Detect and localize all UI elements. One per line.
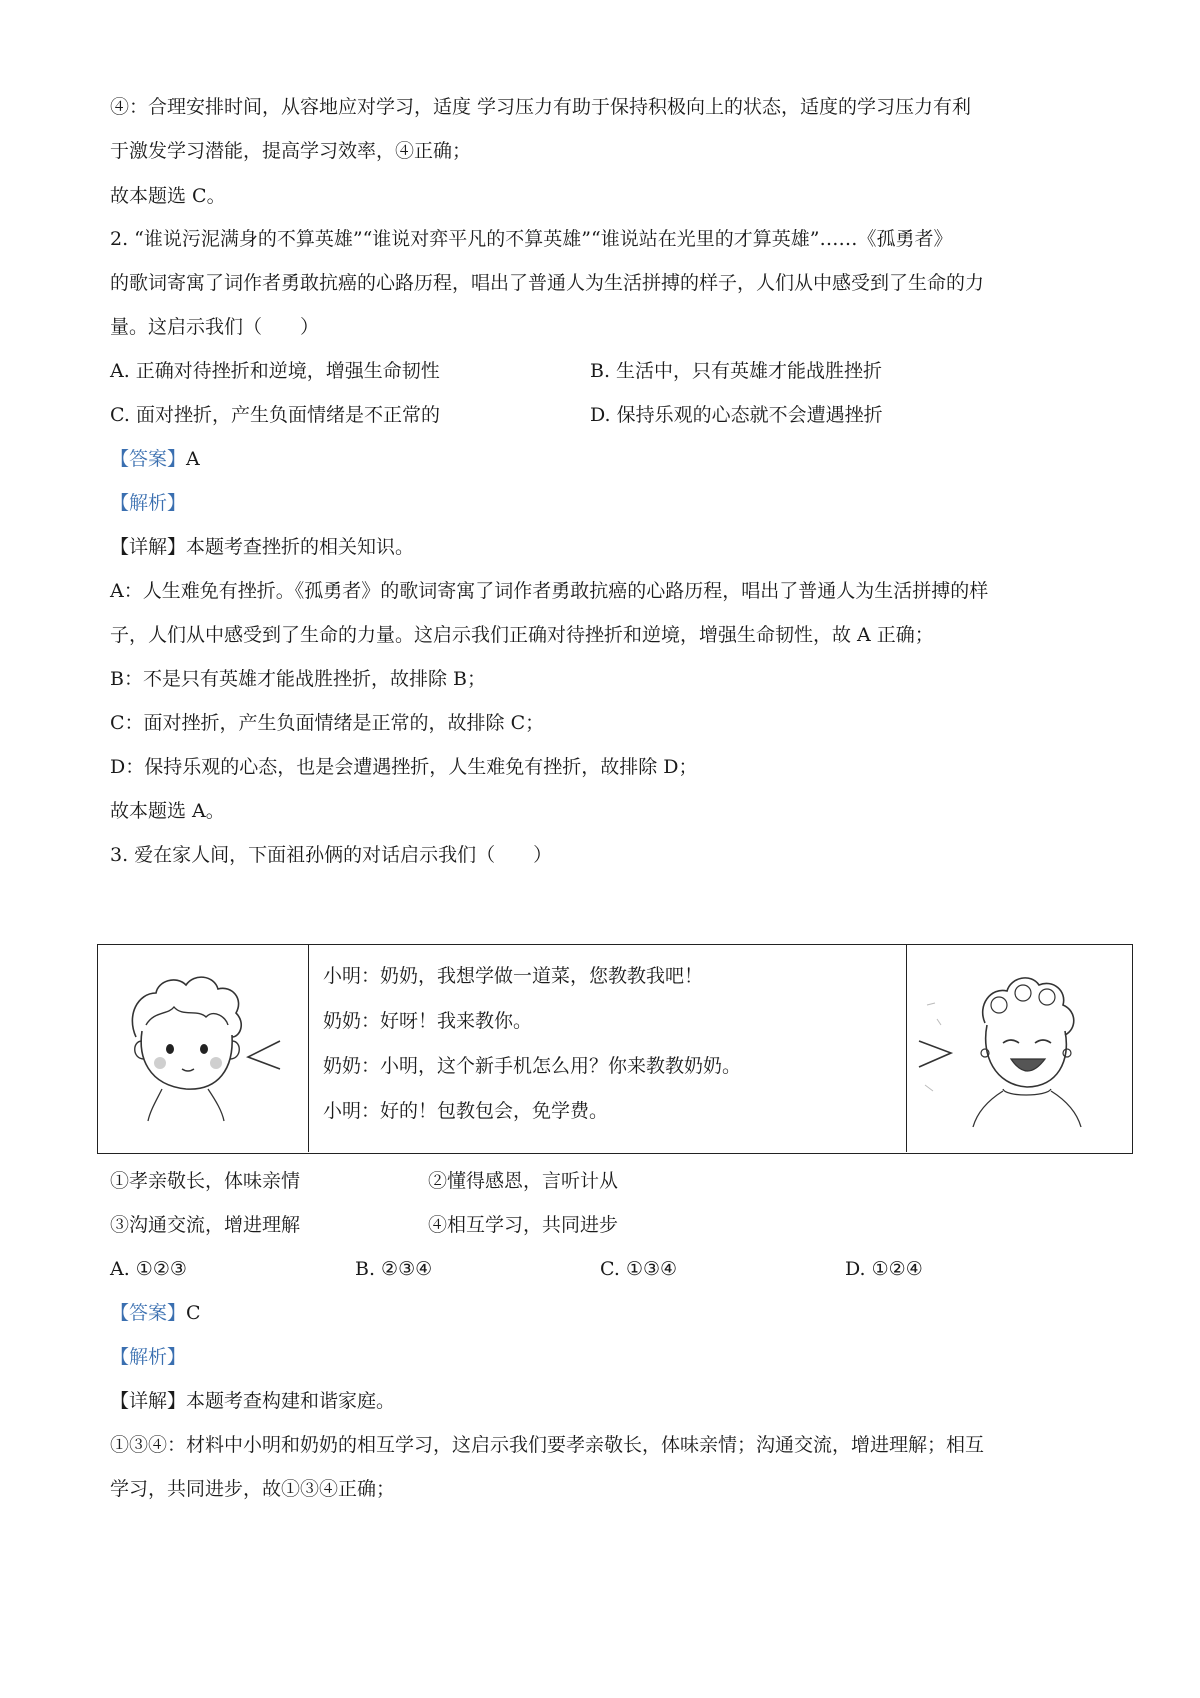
dialog-line: 小明：奶奶，我想学做一道菜，您教教我吧！ — [323, 965, 704, 987]
question-2-stem: 2. “谁说污泥满身的不算英雄”“谁说对弈平凡的不算英雄”“谁说站在光里的才算英雄”……《孤勇者》 — [110, 228, 953, 250]
q3-detail: 【详解】本题考查构建和谐家庭。 — [110, 1390, 396, 1412]
q2-detail: 【详解】本题考查挫折的相关知识。 — [110, 536, 415, 558]
text-line: 故本题选 C。 — [110, 185, 226, 207]
grandma-face-icon — [907, 945, 1131, 1152]
q2-option-a: A. 正确对待挫折和逆境，增强生命韧性 — [110, 360, 440, 382]
question-3-stem: 3. 爱在家人间，下面祖孙俩的对话启示我们（ ） — [110, 844, 553, 866]
q3-statement-3: ③沟通交流，增进理解 — [110, 1214, 301, 1236]
q3-statement-1: ①孝亲敬长，体味亲情 — [110, 1170, 301, 1192]
dialog-line: 奶奶：小明，这个新手机怎么用？你来教教奶奶。 — [323, 1055, 742, 1077]
q3-option-d: D. ①②④ — [845, 1258, 923, 1280]
q3-statement-4: ④相互学习，共同进步 — [428, 1214, 619, 1236]
q2-explanation: A：人生难免有挫折。《孤勇者》的歌词寄寓了词作者勇敢抗癌的心路历程，唱出了普通人为生活拼搏的样 — [110, 580, 989, 602]
dialog-table — [97, 944, 1133, 1154]
q2-option-c: C. 面对挫折，产生负面情绪是不正常的 — [110, 404, 440, 426]
answer-tag: 【答案】 — [110, 1302, 187, 1324]
q2-explanation: B：不是只有英雄才能战胜挫折，故排除 B； — [110, 668, 486, 690]
q2-answer-line — [110, 446, 200, 472]
q3-option-a: A. ①②③ — [110, 1258, 187, 1280]
grandma-image-cell — [907, 945, 1131, 1152]
q2-explanation: 子，人们从中感受到了生命的力量。这启示我们正确对待挫折和逆境，增强生命韧性，故 A 正确； — [110, 624, 934, 646]
q3-analysis-line — [110, 1344, 186, 1370]
q2-explanation: D：保持乐观的心态，也是会遭遇挫折，人生难免有挫折，故排除 D； — [110, 756, 698, 778]
q3-option-b: B. ②③④ — [355, 1258, 433, 1280]
q2-option-b: B. 生活中，只有英雄才能战胜挫折 — [590, 360, 883, 382]
q2-explanation: 故本题选 A。 — [110, 800, 225, 822]
q3-statement-2: ②懂得感恩，言听计从 — [428, 1170, 619, 1192]
dialog-line: 奶奶：好呀！我来教你。 — [323, 1010, 533, 1032]
q3-answer-line — [110, 1300, 201, 1326]
analysis-tag: 【解析】 — [110, 492, 187, 514]
q2-analysis-line — [110, 490, 186, 516]
analysis-tag: 【解析】 — [110, 1346, 187, 1368]
q3-explanation: 学习，共同进步，故①③④正确； — [110, 1478, 396, 1500]
q2-explanation: C：面对挫折，产生负面情绪是正常的，故排除 C； — [110, 712, 545, 734]
text-line: ④：合理安排时间，从容地应对学习，适度 学习压力有助于保持积极向上的状态，适度的学习压力有利 — [110, 96, 972, 118]
answer-value: C — [186, 1302, 201, 1324]
q2-option-d: D. 保持乐观的心态就不会遭遇挫折 — [590, 404, 883, 426]
text-line: 于激发学习潜能，提高学习效率，④正确； — [110, 140, 472, 162]
question-2-stem: 的歌词寄寓了词作者勇敢抗癌的心路历程，唱出了普通人为生活拼搏的样子，人们从中感受到了生命的力 — [110, 272, 985, 294]
q3-option-c: C. ①③④ — [600, 1258, 678, 1280]
answer-value: A — [186, 448, 200, 470]
dialog-line: 小明：好的！包教包会，免学费。 — [323, 1100, 609, 1122]
boy-image-cell — [98, 945, 309, 1152]
question-2-stem: 量。这启示我们（ ） — [110, 316, 320, 338]
dialog-cell — [309, 945, 907, 1152]
boy-face-icon — [98, 945, 308, 1152]
answer-tag: 【答案】 — [110, 448, 187, 470]
q3-explanation: ①③④：材料中小明和奶奶的相互学习，这启示我们要孝亲敬长，体味亲情；沟通交流，增进理解；相互 — [110, 1434, 985, 1456]
